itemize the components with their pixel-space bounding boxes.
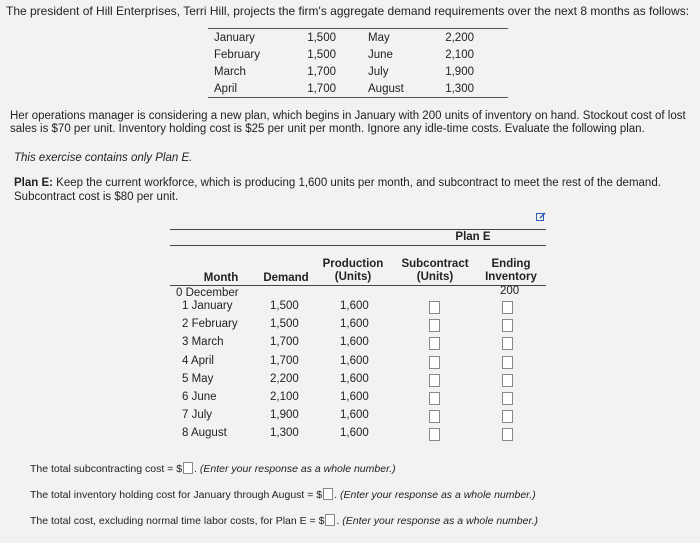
- plan-table-column-rule: [170, 285, 546, 286]
- row-demand: 2,100: [270, 391, 299, 403]
- question-hint: (Enter your response as a whole number.): [339, 489, 536, 501]
- demand-value: 1,700: [307, 66, 336, 78]
- row-demand: 1,700: [270, 336, 299, 348]
- row-demand: 1,900: [270, 409, 299, 421]
- holding-cost-input[interactable]: [323, 488, 333, 500]
- ending-inventory-input[interactable]: [502, 301, 513, 314]
- edit-icon[interactable]: [536, 212, 546, 222]
- plan-table-header-rule: [170, 245, 546, 246]
- question-text: The total inventory holding cost for January through August = $: [30, 489, 323, 501]
- demand-value: 2,100: [445, 49, 474, 61]
- plan-text: Keep the current workforce, which is producing 1,600 units per month, and subcontract to meet the rest of the demand. Subcontract cost is $80 per unit.: [14, 177, 661, 203]
- plan-title: Plan E: [455, 231, 491, 243]
- table-bottom-rule: [208, 97, 508, 98]
- subcontract-cost-input[interactable]: [183, 462, 193, 474]
- plan-label: Plan E:: [14, 177, 53, 189]
- row-production: 1,600: [340, 355, 369, 367]
- row-production: 1,600: [340, 391, 369, 403]
- row-month: 8 August: [182, 427, 227, 439]
- subcontract-input[interactable]: [429, 428, 440, 441]
- column-header-ending-inventory: Inventory: [485, 271, 537, 283]
- column-header-production-units: (Units): [334, 271, 372, 283]
- row-month: 7 July: [182, 409, 213, 421]
- question-hint: (Enter your response as a whole number.): [342, 515, 538, 527]
- month-label: March: [214, 66, 246, 78]
- row-month: 5 May: [182, 373, 214, 385]
- row-production: 1,600: [340, 409, 369, 421]
- subcontract-input[interactable]: [429, 392, 440, 405]
- row-demand: 1,700: [270, 355, 299, 367]
- column-header-subcontract: Subcontract: [401, 258, 469, 270]
- row-month: 2 February: [182, 318, 238, 330]
- initial-inventory: 200: [500, 285, 520, 297]
- month-label: June: [368, 49, 393, 61]
- subcontract-input[interactable]: [429, 356, 440, 369]
- row-production: 1,600: [340, 318, 369, 330]
- ending-inventory-input[interactable]: [502, 410, 513, 423]
- ending-inventory-input[interactable]: [502, 428, 513, 441]
- row-production: 1,600: [340, 373, 369, 385]
- row-month: 3 March: [182, 336, 224, 348]
- row-demand: 1,500: [270, 318, 299, 330]
- initial-month: 0 December: [176, 287, 239, 299]
- subcontract-input[interactable]: [429, 337, 440, 350]
- month-label: February: [214, 49, 261, 61]
- subcontract-input[interactable]: [429, 301, 440, 314]
- column-header-ending: Ending: [491, 258, 531, 270]
- ending-inventory-input[interactable]: [502, 337, 513, 350]
- problem-paragraph: Her operations manager is considering a new plan, which begins in January with 200 units of inventory on hand. Stockout cost of lost sales is $70 per unit. Inventory holding cost is $25 per unit per month. Ignore any idle-time costs. Evaluate the following plan.: [10, 110, 686, 135]
- month-label: April: [214, 83, 238, 95]
- demand-value: 1,500: [307, 32, 336, 44]
- table-top-rule: [208, 28, 508, 29]
- ending-inventory-input[interactable]: [502, 319, 513, 332]
- table-row: [208, 30, 508, 46]
- plan-table-top-rule: [170, 229, 546, 230]
- column-header-month: Month: [203, 272, 239, 284]
- question-text: The total subcontracting cost = $: [30, 463, 183, 475]
- ending-inventory-input[interactable]: [502, 356, 513, 369]
- row-demand: 1,500: [270, 300, 299, 312]
- demand-value: 2,200: [445, 32, 474, 44]
- column-header-demand: Demand: [263, 272, 309, 284]
- question-text: The total cost, excluding normal time labor costs, for Plan E = $: [30, 515, 325, 527]
- row-production: 1,600: [340, 427, 369, 439]
- ending-inventory-input[interactable]: [502, 392, 513, 405]
- row-production: 1,600: [340, 336, 369, 348]
- subcontract-input[interactable]: [429, 410, 440, 423]
- subcontract-input[interactable]: [429, 374, 440, 387]
- question-subcontract-cost: The total subcontracting cost = $ . (Enter your response as a whole number.): [30, 463, 396, 475]
- column-header-production: Production: [322, 258, 384, 270]
- column-header-subcontract-units: (Units): [416, 271, 454, 283]
- question-holding-cost: The total inventory holding cost for January through August = $ . (Enter your response as a whole number.): [30, 489, 536, 501]
- demand-value: 1,500: [307, 49, 336, 61]
- row-month: 1 January: [182, 300, 233, 312]
- question-hint: (Enter your response as a whole number.): [199, 463, 396, 475]
- question-total-cost: The total cost, excluding normal time labor costs, for Plan E = $ . (Enter your response as a whole number.): [30, 515, 538, 527]
- exercise-note: This exercise contains only Plan E.: [14, 152, 193, 164]
- subcontract-input[interactable]: [429, 319, 440, 332]
- row-month: 4 April: [182, 355, 214, 367]
- demand-value: 1,900: [445, 66, 474, 78]
- ending-inventory-input[interactable]: [502, 374, 513, 387]
- row-production: 1,600: [340, 300, 369, 312]
- month-label: August: [368, 83, 404, 95]
- month-label: January: [214, 32, 255, 44]
- row-month: 6 June: [182, 391, 217, 403]
- table-row: [208, 64, 508, 80]
- demand-value: 1,300: [445, 83, 474, 95]
- table-row: [208, 81, 508, 97]
- month-label: May: [368, 32, 390, 44]
- row-demand: 1,300: [270, 427, 299, 439]
- row-demand: 2,200: [270, 373, 299, 385]
- demand-value: 1,700: [307, 83, 336, 95]
- problem-intro: The president of Hill Enterprises, Terri Hill, projects the firm's aggregate demand requirements over the next 8 months as follows:: [6, 4, 690, 18]
- total-cost-input[interactable]: [325, 514, 335, 526]
- plan-description: [14, 176, 674, 204]
- table-row: [208, 47, 508, 63]
- month-label: July: [368, 66, 389, 78]
